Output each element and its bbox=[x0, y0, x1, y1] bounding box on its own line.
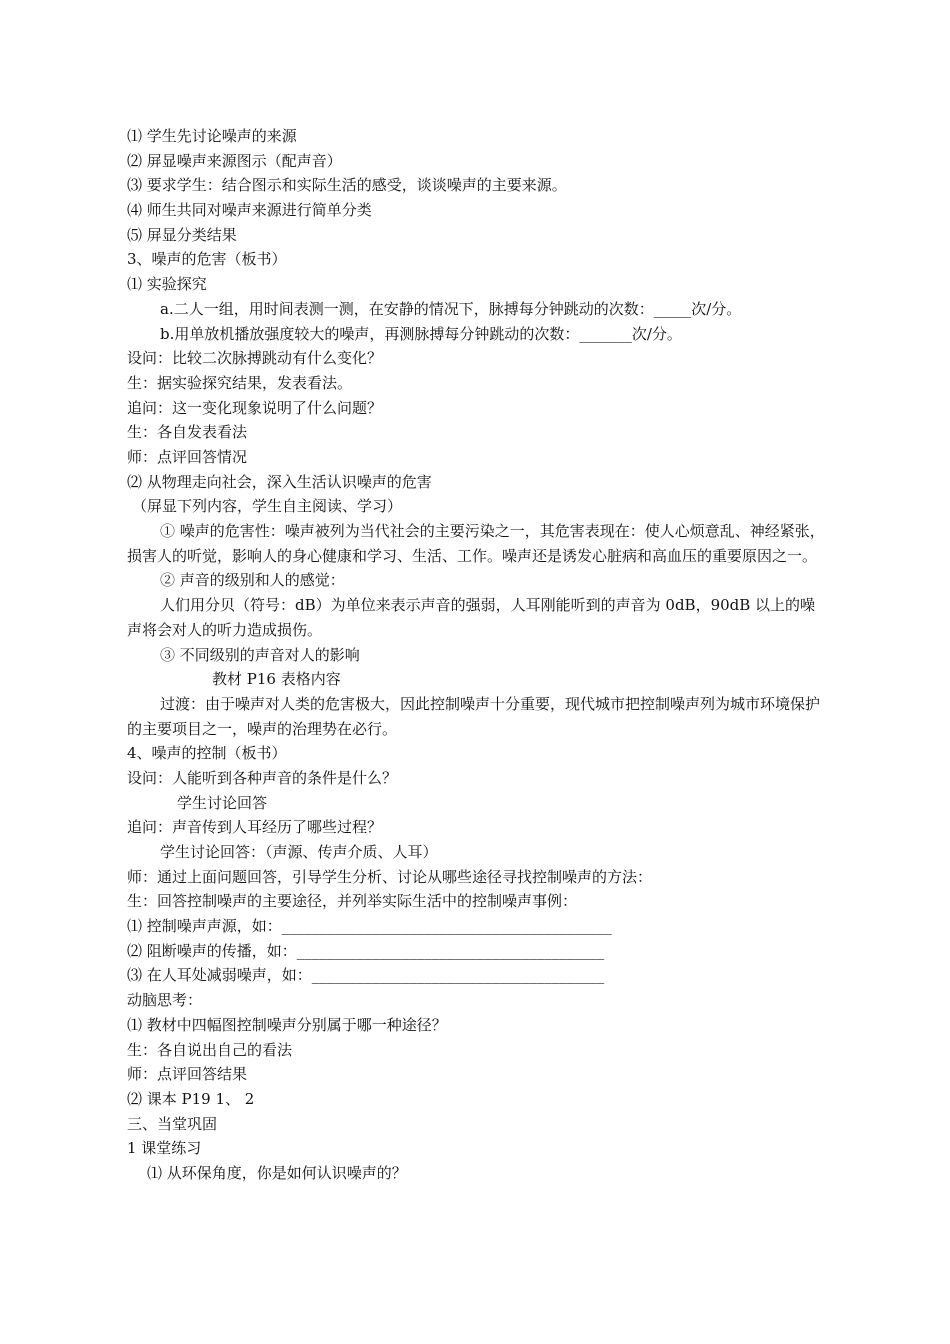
text-line: ⑵ 从物理走向社会，深入生活认识噪声的危害 bbox=[127, 472, 432, 491]
text-line: ⑷ 师生共同对噪声来源进行简单分类 bbox=[127, 201, 372, 220]
paragraph: 人们用分贝（符号：dB）为单位来表示声音的强弱，人耳刚能听到的声音为 0dB，90dB 以上的噪声将会对人的听力造成损伤。 bbox=[127, 596, 816, 639]
section-heading: 3、噪声的危害（板书） bbox=[127, 250, 287, 269]
text-line: 生：各自发表看法 bbox=[127, 423, 248, 442]
text-line: ⑸ 屏显分类结果 bbox=[127, 225, 237, 244]
paragraph: ① 噪声的危害性：噪声被列为当代社会的主要污染之一，其危害表现在：使人心烦意乱、神经紧张，损害人的听觉，影响人的身心健康和学习、生活、工作。噪声还是诱发心脏病和高血压的重要原因之一。 bbox=[127, 522, 825, 565]
text-line: ⑶ 要求学生：结合图示和实际生活的感受，谈谈噪声的主要来源。 bbox=[127, 176, 567, 195]
fill-in-line: ⑵ 阻断噪声的传播，如：_________________________________________ bbox=[127, 941, 605, 960]
fill-in-line: ⑴ 控制噪声声源，如：____________________________________________ bbox=[127, 917, 612, 936]
text-line: 生：各自说出自己的看法 bbox=[127, 1040, 293, 1059]
section-heading: 三、当堂巩固 bbox=[127, 1114, 218, 1133]
text-line: b.用单放机播放强度较大的噪声，再测脉搏每分钟跳动的次数：_______次/分。 bbox=[160, 324, 682, 343]
text-line: ⑴ 实验探究 bbox=[127, 275, 207, 294]
text-line: 动脑思考： bbox=[127, 991, 203, 1010]
text-line: 生：回答控制噪声的主要途径，并列举实际生活中的控制噪声事例： bbox=[127, 892, 578, 911]
text-line: ⑵ 课本 P19 1、 2 bbox=[127, 1089, 255, 1108]
document-body bbox=[127, 124, 827, 1186]
text-line: 学生讨论回答：（声源、传声介质、人耳） bbox=[160, 843, 438, 862]
text-line: （屏显下列内容，学生自主阅读、学习） bbox=[132, 497, 403, 516]
text-line: 生：据实验探究结果，发表看法。 bbox=[127, 373, 353, 392]
text-line: 设问：比较二次脉搏跳动有什么变化？ bbox=[127, 349, 383, 368]
text-line: 师：通过上面问题回答，引导学生分析、讨论从哪些途径寻找控制噪声的方法： bbox=[127, 867, 653, 886]
fill-in-line: ⑶ 在人耳处减弱噪声，如：_______________________________________ bbox=[127, 966, 605, 985]
section-heading: 4、噪声的控制（板书） bbox=[127, 744, 287, 763]
text-line: ⑴ 教材中四幅图控制噪声分别属于哪一种途径？ bbox=[127, 1015, 447, 1034]
text-line: ⑴ 从环保角度，你是如何认识噪声的？ bbox=[147, 1163, 407, 1182]
text-line: ⑴ 学生先讨论噪声的来源 bbox=[127, 127, 297, 145]
paragraph: 过渡：由于噪声对人类的危害极大，因此控制噪声十分重要，现代城市把控制噪声列为城市环境保护的主要项目之一，噪声的治理势在必行。 bbox=[127, 694, 821, 738]
text-line: 教材 P16 表格内容 bbox=[212, 670, 341, 689]
text-line: ② 声音的级别和人的感觉： bbox=[160, 571, 345, 590]
text-line: 1 课堂练习 bbox=[127, 1139, 202, 1158]
text-line: 追问：这一变化现象说明了什么问题？ bbox=[127, 398, 383, 417]
text-line: 师：点评回答情况 bbox=[127, 447, 248, 466]
text-line: ③ 不同级别的声音对人的影响 bbox=[160, 645, 360, 664]
text-line: 学生讨论回答 bbox=[177, 793, 268, 812]
text-line: 师：点评回答结果 bbox=[127, 1065, 248, 1084]
text-line: 追问：声音传到人耳经历了哪些过程？ bbox=[127, 818, 383, 837]
text-line: 设问：人能听到各种声音的条件是什么？ bbox=[127, 768, 398, 787]
text-line: a.二人一组，用时间表测一测，在安静的情况下，脉搏每分钟跳动的次数：_____次/分。 bbox=[160, 299, 742, 318]
text-line: ⑵ 屏显噪声来源图示（配声音） bbox=[127, 151, 342, 170]
